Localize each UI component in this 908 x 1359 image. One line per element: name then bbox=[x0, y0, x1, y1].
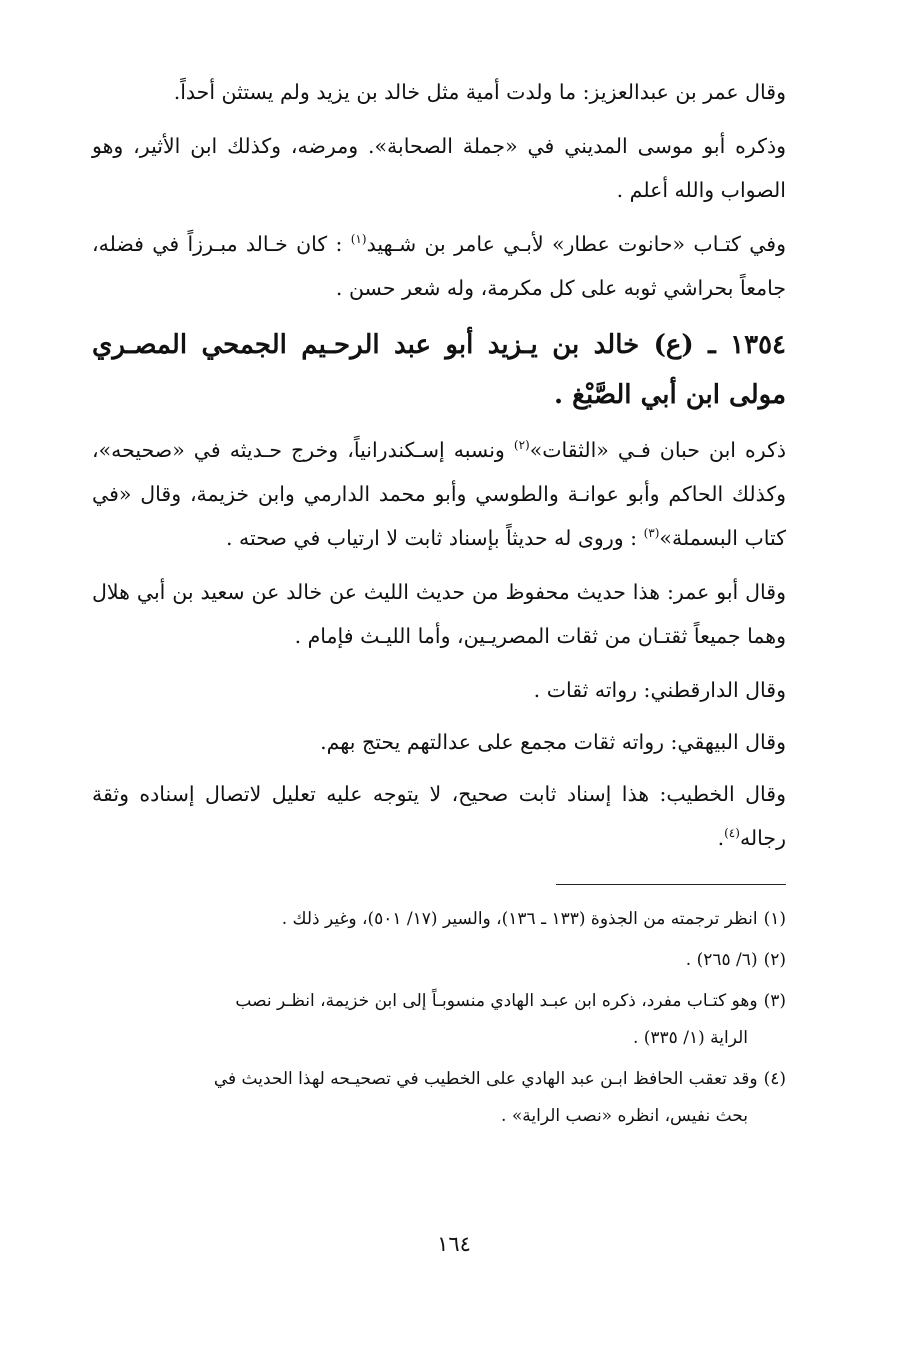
footnote-text: وقد تعقب الحافظ ابـن عبد الهادي على الخطيب في تصحيـحه لهذا الحديث في bbox=[213, 1069, 758, 1089]
footnote-ref[interactable]: (١) bbox=[350, 232, 367, 247]
footnote-item bbox=[92, 901, 786, 938]
footnote-divider bbox=[556, 884, 786, 885]
text-segment: وقال الخطيب: هذا إسناد ثابت صحيح، لا يتوجه عليه تعليل لاتصال إسناده وثقة رجاله bbox=[92, 782, 786, 850]
footnote-text: (٦/ ٢٦٥) . bbox=[685, 950, 758, 970]
footnote-number: (٢) bbox=[763, 950, 786, 970]
footnote-number: (١) bbox=[763, 909, 786, 929]
text-segment: وفي كتـاب «حانوت عطار» لأبـي عامر بن شـهيد bbox=[366, 232, 786, 256]
text-segment: . bbox=[717, 826, 725, 850]
paragraph-bayhaqi: وقال البيهقي: رواته ثقات مجمع على عدالتهم يحتج بهم. bbox=[320, 730, 786, 754]
book-page bbox=[92, 70, 786, 1139]
footnote-ref[interactable]: (٢) bbox=[513, 438, 530, 453]
footnote-continuation: الراية (١/ ٣٣٥) . bbox=[632, 1028, 748, 1048]
paragraph-khatib bbox=[92, 772, 786, 860]
footnote-ref[interactable]: (٤) bbox=[724, 826, 740, 841]
footnote-item bbox=[92, 942, 786, 979]
text-segment: ونسبه إسـكندرانياً، وخرج حـديثه في «صحيحه»، وكذلك الحاكم وأبو عوانـة والطوسي وأبو محمد الدارمي وابن خزيمة، وقال «في كتاب البسملة» bbox=[92, 438, 786, 550]
paragraph-hanut-attar bbox=[92, 222, 786, 310]
footnote-number: (٤) bbox=[763, 1069, 786, 1089]
paragraph-abu-umar: وقال أبو عمر: هذا حديث محفوظ من حديث الليث عن خالد عن سعيد بن أبي هلال وهما جميعاً ثقتـان من ثقات المصريـين، وأما الليـث فإمام . bbox=[92, 580, 786, 648]
paragraph-abu-musa: وذكره أبو موسى المديني في «جملة الصحابة». ومرضه، وكذلك ابن الأثير، وهو الصواب والله أعلم . bbox=[92, 134, 786, 202]
footnote-item bbox=[92, 983, 786, 1057]
paragraph-ibn-hibban bbox=[92, 428, 786, 560]
footnote-number: (٣) bbox=[763, 991, 786, 1011]
footnote-text: وهو كتـاب مفرد، ذكره ابن عبـد الهادي منسوبـاً إلى ابن خزيمة، انظـر نصب bbox=[235, 991, 758, 1011]
paragraph-umar-quote: وقال عمر بن عبدالعزيز: ما ولدت أمية مثل خالد بن يزيد ولم يستثن أحداً. bbox=[173, 80, 786, 104]
footnote-item bbox=[92, 1061, 786, 1135]
footnote-ref[interactable]: (٣) bbox=[643, 526, 660, 541]
page-number: ١٦٤ bbox=[437, 1232, 471, 1256]
text-segment: ذكره ابن حبان فـي «الثقات» bbox=[529, 438, 786, 462]
footnote-text: انظر ترجمته من الجذوة (١٣٣ ـ ١٣٦)، والسير (١٧/ ٥٠١)، وغير ذلك . bbox=[281, 909, 758, 929]
paragraph-daraqutni: وقال الدارقطني: رواته ثقات . bbox=[533, 678, 786, 702]
text-segment: : وروى له حديثاً بإسناد ثابت لا ارتياب في صحته . bbox=[226, 526, 644, 550]
entry-heading: ١٣٥٤ ـ (ع) خالد بن يـزيد أبو عبد الرحـيم الجمحي المصـري مولى ابن أبي الصَّبْغ . bbox=[92, 330, 786, 410]
text-segment: : كان خـالد مبـرزاً في فضله، جامعاً بحراشي ثوبه على كل مكرمة، وله شعر حسن . bbox=[92, 232, 786, 300]
footnote-continuation: بحث نفيس، انظره «نصب الراية» . bbox=[501, 1106, 748, 1126]
footnotes bbox=[92, 901, 786, 1135]
